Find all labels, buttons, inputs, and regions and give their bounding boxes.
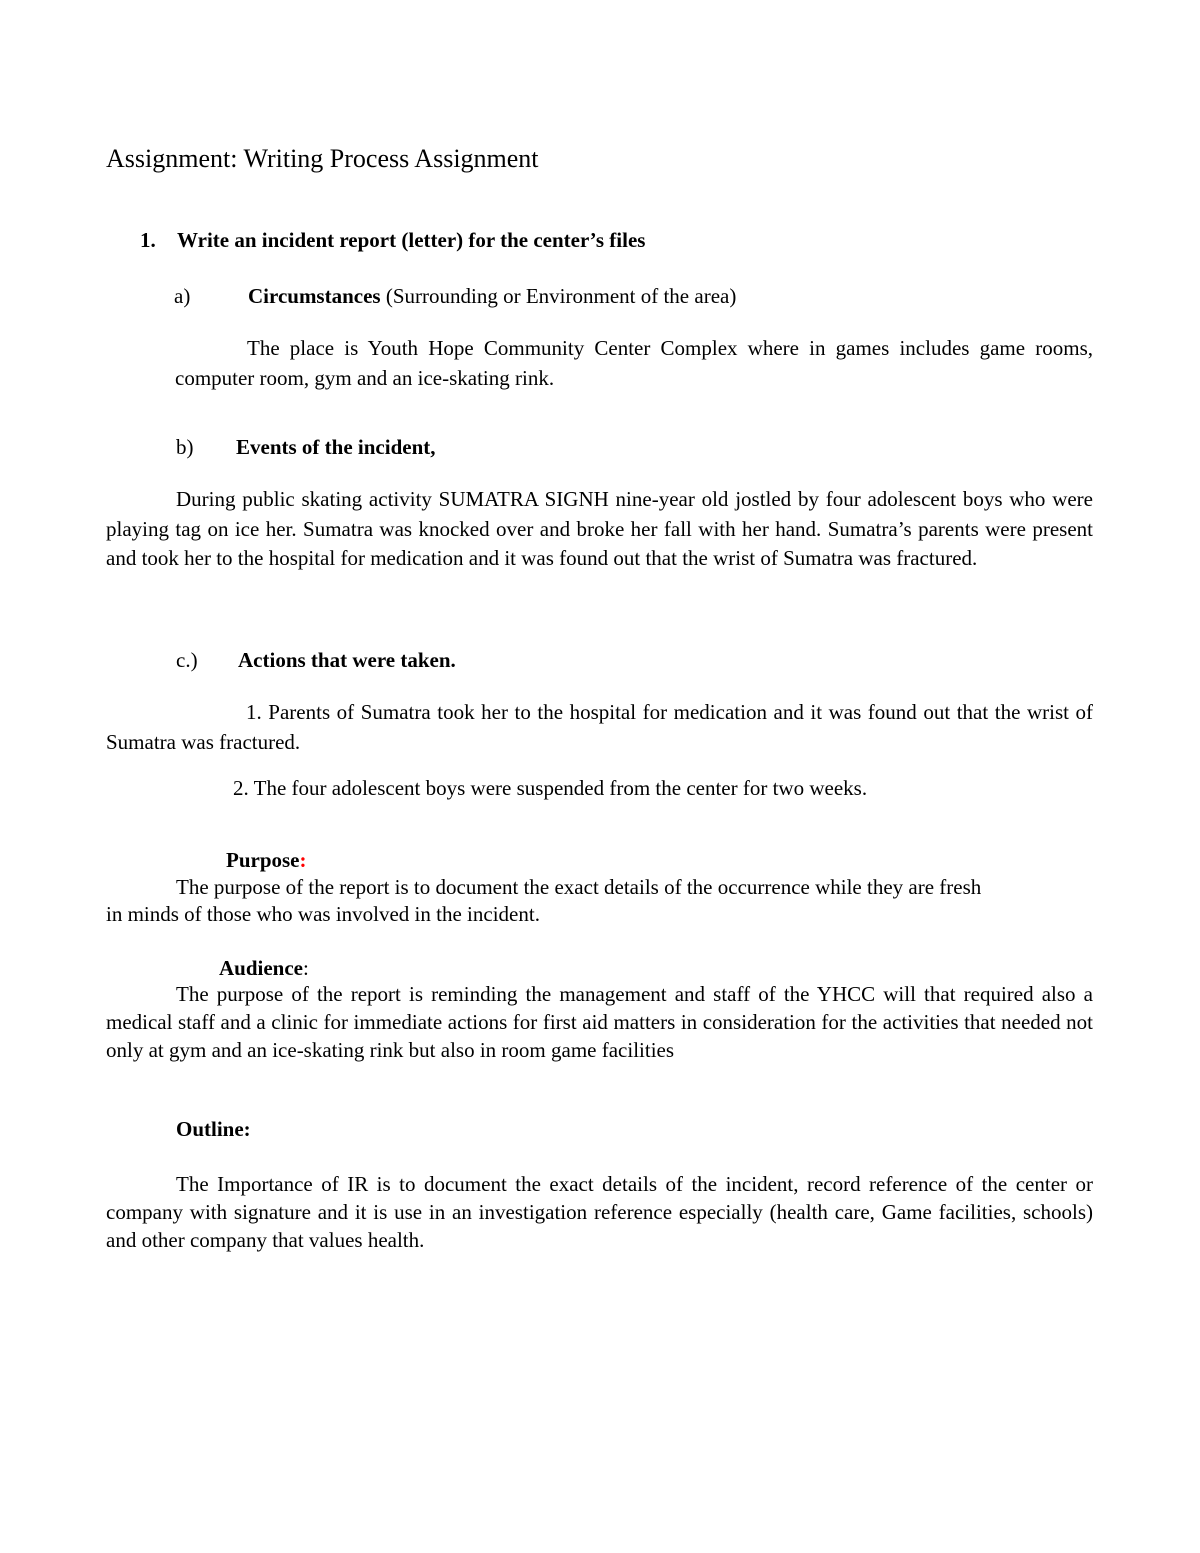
audience-colon: :	[303, 956, 309, 980]
purpose-heading	[226, 847, 307, 873]
events-marker: b)	[176, 435, 194, 459]
purpose-colon: :	[299, 848, 307, 872]
circumstances-label-suffix: (Surrounding or Environment of the area)	[380, 284, 737, 308]
document-title: Assignment: Writing Process Assignment	[106, 144, 539, 173]
circumstances-marker: a)	[174, 284, 191, 308]
audience-body: The purpose of the report is reminding the management and staff of the YHCC will that required also a medical staff and a clinic for immediate actions for first aid matters in consideration for the activities that needed not only at gym and an ice-skating rink but also in room game facilities	[106, 982, 1093, 1062]
section-number: 1.	[140, 228, 156, 252]
audience-heading	[219, 955, 309, 981]
events-heading: Events of the incident,	[236, 435, 436, 459]
purpose-label: Purpose	[226, 848, 300, 872]
audience-label: Audience	[219, 956, 303, 980]
events-body: During public skating activity SUMATRA SIGNH nine-year old jostled by four adolescent boys who were playing tag on ice her. Sumatra was knocked over and broke her fall with her hand. Sumatra’s parents were present and took her to the hospital for medication and it was found out that the wrist of Sumatra was fractured.	[106, 487, 1093, 570]
circumstances-heading	[248, 283, 736, 309]
purpose-line-2: in minds of those who was involved in the incident.	[106, 902, 540, 926]
circumstances-body: The place is Youth Hope Community Center Complex where in games includes game rooms, computer room, gym and an ice-skating rink.	[175, 336, 1093, 390]
purpose-line-1: The purpose of the report is to document the exact details of the occurrence while they are fresh	[176, 875, 982, 899]
outline-heading: Outline:	[176, 1117, 251, 1141]
outline-body: The Importance of IR is to document the exact details of the incident, record reference of the center or company with signature and it is use in an investigation reference especially (health care, Game facilities, schools) and other company that values health.	[106, 1172, 1093, 1252]
circumstances-label: Circumstances	[248, 284, 381, 308]
actions-item-1: 1. Parents of Sumatra took her to the hospital for medication and it was found out that the wrist of Sumatra was fractured.	[106, 700, 1093, 754]
actions-item-2: 2. The four adolescent boys were suspended from the center for two weeks.	[233, 776, 868, 800]
actions-heading: Actions that were taken.	[238, 648, 456, 672]
actions-marker: c.)	[176, 648, 198, 672]
section-heading: Write an incident report (letter) for the center’s files	[177, 228, 646, 252]
